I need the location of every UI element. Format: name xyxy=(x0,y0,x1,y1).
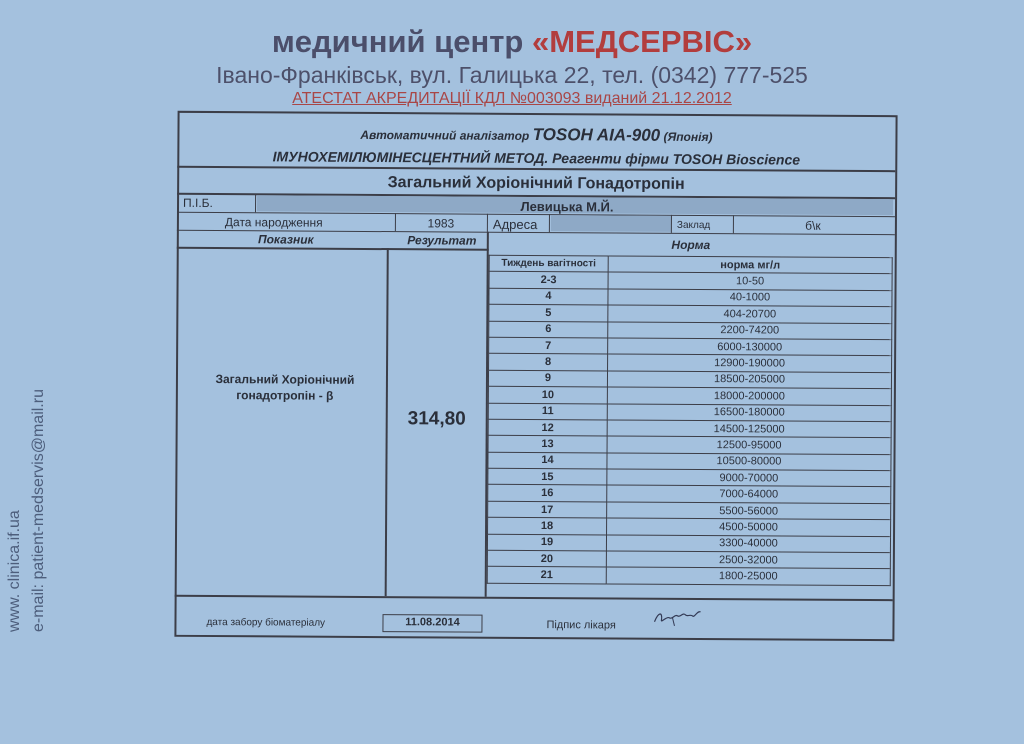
address-label: Адреса xyxy=(492,216,538,233)
norm-range: 10-50 xyxy=(608,272,892,290)
norm-range: 3300-40000 xyxy=(606,535,890,553)
norm-week: 21 xyxy=(487,567,606,584)
facility-value: б\к xyxy=(805,218,821,233)
norm-week: 15 xyxy=(488,468,607,485)
clinic-brand: «МЕДСЕРВІС» xyxy=(531,24,753,59)
norm-range: 9000-70000 xyxy=(607,469,891,487)
norm-range: 2200-74200 xyxy=(608,322,892,340)
norm-range: 5500-56000 xyxy=(607,502,891,520)
clinic-title-prefix: медичний центр xyxy=(271,24,524,59)
norm-week: 20 xyxy=(487,550,606,567)
clinic-address: Івано-Франківськ, вул. Галицька 22, тел. (0342) 777-525 xyxy=(216,62,808,88)
norm-table xyxy=(487,255,893,586)
dob-label: Дата народження xyxy=(224,215,323,230)
norm-range: 18500-205000 xyxy=(607,371,891,389)
norm-range: 12500-95000 xyxy=(607,436,891,454)
norm-head-value: норма мг/л xyxy=(608,256,892,274)
side-website: www. clinica.if.ua xyxy=(6,510,23,632)
norm-week: 10 xyxy=(488,386,607,403)
norm-range: 14500-125000 xyxy=(607,420,891,438)
norm-row xyxy=(487,567,890,586)
norm-week: 4 xyxy=(489,288,608,305)
norm-range: 7000-64000 xyxy=(607,485,891,503)
sample-date-label: дата забору біоматеріалу xyxy=(206,616,326,629)
analyzer-model: TOSOH AIA-900 xyxy=(532,124,661,145)
sample-date: 11.08.2014 xyxy=(405,616,460,629)
norm-range: 6000-130000 xyxy=(608,338,892,356)
norm-week: 12 xyxy=(488,419,607,436)
norm-week: 16 xyxy=(488,485,607,502)
clinic-title xyxy=(0,24,1024,60)
analyzer-prefix: Автоматичний аналізатор xyxy=(360,127,530,143)
side-email: e-mail: patient-medservis@mail.ru xyxy=(30,389,47,632)
col-result: Результат xyxy=(407,233,477,248)
patient-name: Левицька М.Й. xyxy=(520,198,614,215)
norm-range: 4500-50000 xyxy=(607,518,891,536)
norm-week: 17 xyxy=(488,501,607,518)
norm-week: 14 xyxy=(488,452,607,469)
norm-week: 9 xyxy=(488,370,607,387)
result-value: 314,80 xyxy=(407,408,466,430)
facility-label: Заклад xyxy=(676,219,711,232)
norm-week: 11 xyxy=(488,403,607,420)
norm-range: 40-1000 xyxy=(608,289,892,307)
indicator-name: Загальний Хоріонічний гонадотропін - β xyxy=(215,372,355,403)
col-norm: Норма xyxy=(671,237,711,253)
norm-week: 2-3 xyxy=(489,272,608,289)
accreditation-line: АТЕСТАТ АКРЕДИТАЦІЇ КДЛ №003093 виданий 21.12.2012 xyxy=(292,90,732,107)
dob-value: 1983 xyxy=(427,216,455,231)
lab-result-form xyxy=(174,111,895,639)
norm-range: 16500-180000 xyxy=(607,403,891,421)
analyzer-country: (Японія) xyxy=(663,129,713,145)
norm-range: 2500-32000 xyxy=(606,551,890,569)
norm-range: 12900-190000 xyxy=(608,354,892,372)
signature-label: Підпис лікаря xyxy=(546,619,616,632)
norm-range: 404-20700 xyxy=(608,305,892,323)
norm-week: 19 xyxy=(487,534,606,551)
norm-week: 7 xyxy=(489,337,608,354)
name-label: П.І.Б. xyxy=(183,195,213,211)
norm-range: 1800-25000 xyxy=(606,567,890,585)
col-indicator: Показник xyxy=(257,232,314,247)
doctor-signature xyxy=(652,606,702,628)
norm-week: 18 xyxy=(488,517,607,534)
norm-range: 10500-80000 xyxy=(607,453,891,471)
norm-week: 8 xyxy=(489,354,608,371)
test-title: Загальний Хоріонічний Гонадотропін xyxy=(387,174,685,193)
norm-week: 13 xyxy=(488,436,607,453)
norm-week: 5 xyxy=(489,304,608,321)
norm-head-week: Тиждень вагітності xyxy=(489,255,608,272)
norm-range: 18000-200000 xyxy=(607,387,891,405)
method-line: ІМУНОХЕМІЛЮМІНЕСЦЕНТНИЙ МЕТОД. Реагенти фірми TOSOH Bioscience xyxy=(272,148,801,168)
norm-week: 6 xyxy=(489,321,608,338)
